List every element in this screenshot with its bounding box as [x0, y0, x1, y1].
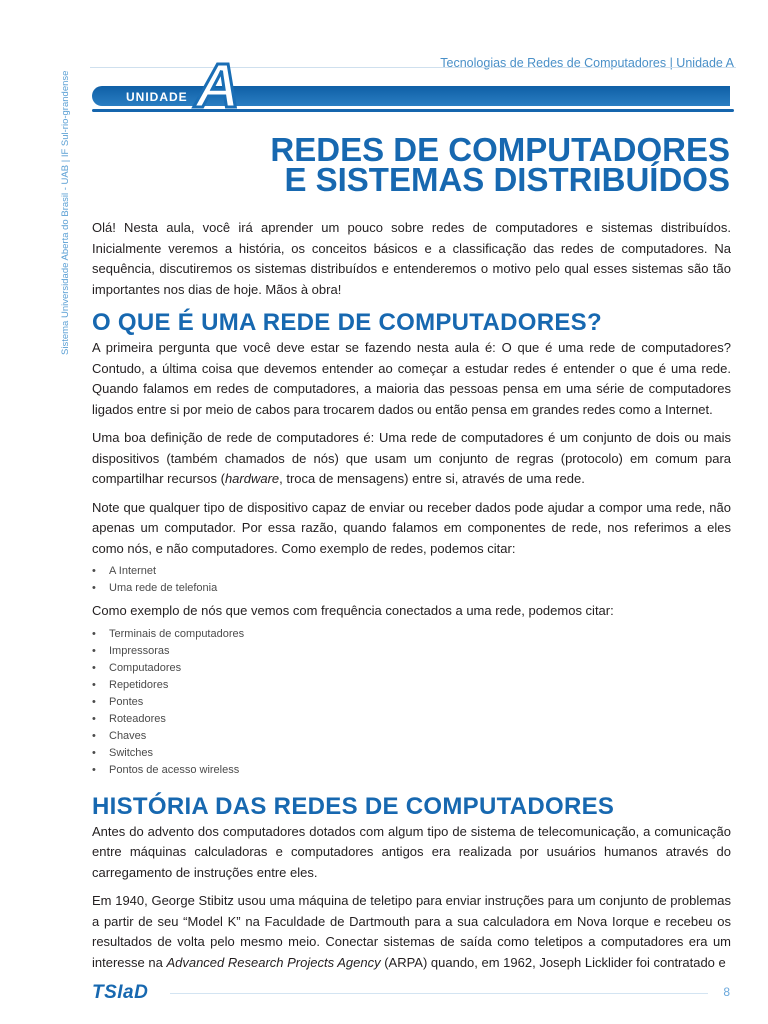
unit-label: UNIDADE: [126, 90, 188, 104]
header-divider: [90, 67, 736, 68]
list-item: • Pontos de acesso wireless: [109, 762, 731, 779]
unit-letter: A: [195, 52, 240, 121]
main-content: [92, 218, 731, 981]
section2-p2-text-b: (ARPA) quando, em 1962, Joseph Licklider foi contratado e: [380, 954, 726, 970]
section2-p2-italic: Advanced Research Projects Agency: [166, 954, 381, 970]
list-item: • Repetidores: [109, 677, 731, 694]
list-item: • Roteadores: [109, 711, 731, 728]
sidebar-vertical-text: Sistema Universidade Aberta do Brasil - UAB | IF Sul-rio-grandense: [60, 70, 71, 355]
list-item: • Computadores: [109, 660, 731, 677]
section2-paragraph-1: Antes do advento dos computadores dotados com algum tipo de sistema de telecomunicação, a comunicação entre máquinas calculadoras e computadores antigos era realizada por usuários humanos através do carregamento de instruções entre eles.: [92, 823, 731, 880]
section1-p2-text-a: Uma boa definição de rede de computadores é: Uma rede de computadores é um conjunto de dois ou mais dispositivos (também chamados de nós) que usam um conjunto de regras (protocolo) em comum para compartilhar recursos (: [92, 430, 731, 486]
page-number: 8: [723, 985, 730, 999]
page-title: [270, 131, 730, 198]
unit-banner-underline: [92, 109, 734, 112]
list-item: • A Internet: [109, 563, 731, 580]
section1-paragraph-2: [92, 428, 731, 490]
section-heading-what-is-network: O QUE É UMA REDE DE COMPUTADORES?: [92, 309, 602, 336]
nodes-list: [92, 626, 731, 780]
section2-paragraph-2: [92, 891, 731, 973]
list-item: • Uma rede de telefonia: [109, 580, 731, 597]
section1-p2-italic: hardware: [224, 471, 280, 486]
section2-p2-text-a: Em 1940, George Stibitz usou uma máquina de teletipo para enviar instruções para um conjunto de problemas a partir de seu “Model K” na Faculdade de Dartmouth para a sua calculadora em Nova Iorque e recebeu os resultados de volta pelo mesmo meio. Conectar sistemas de saída como teletipos a computadores era um interesse na: [92, 893, 731, 970]
page-title-line-1: REDES DE COMPUTADORES: [270, 131, 730, 168]
list-item: • Chaves: [109, 728, 731, 745]
tsiad-logo: TSIaD: [92, 982, 149, 1003]
section1-p2-text-b: , troca de mensagens) entre si, através de uma rede.: [279, 471, 585, 486]
list-item: • Impressoras: [109, 643, 731, 660]
unit-banner: [92, 86, 730, 106]
footer-divider: [170, 993, 708, 994]
list-item: • Switches: [109, 745, 731, 762]
section1-paragraph-3: Note que qualquer tipo de dispositivo capaz de enviar ou receber dados pode ajudar a compor uma rede, não apenas um computador. Por essa razão, quando falamos em componentes de rede, nos referimos a eles como nós, e não computadores. Como exemplo de redes, podemos citar:: [92, 499, 731, 556]
list-item: • Terminais de computadores: [109, 626, 731, 643]
intro-paragraph: Olá! Nesta aula, você irá aprender um pouco sobre redes de computadores e sistemas distribuídos. Inicialmente veremos a história, os conceitos básicos e a classificação das redes de computadores. Na sequência, discutiremos os sistemas distribuídos e entenderemos o motivo pelo qual esses sistemas são tão importantes nos dias de hoje. Mãos à obra!: [92, 220, 731, 297]
running-header: Tecnologias de Redes de Computadores | Unidade A: [440, 56, 734, 70]
networks-list: [92, 563, 731, 597]
section1-paragraph-1: A primeira pergunta que você deve estar se fazendo nesta aula é: O que é uma rede de computadores? Contudo, a última coisa que devemos entender ao começar a estudar redes é entender o que é uma rede. Quando falamos em redes de computadores, a maioria das pessoas pensa em uma série de computadores ligados entre si por meio de cabos para trocarem dados ou então pensa em grandes redes como a Internet.: [92, 340, 731, 417]
section1-paragraph-4: Como exemplo de nós que vemos com frequência conectados a uma rede, podemos citar:: [92, 603, 614, 619]
section-heading-history: HISTÓRIA DAS REDES DE COMPUTADORES: [92, 792, 615, 820]
list-item: • Pontes: [109, 694, 731, 711]
page-title-line-2: E SISTEMAS DISTRIBUÍDOS: [284, 161, 730, 198]
